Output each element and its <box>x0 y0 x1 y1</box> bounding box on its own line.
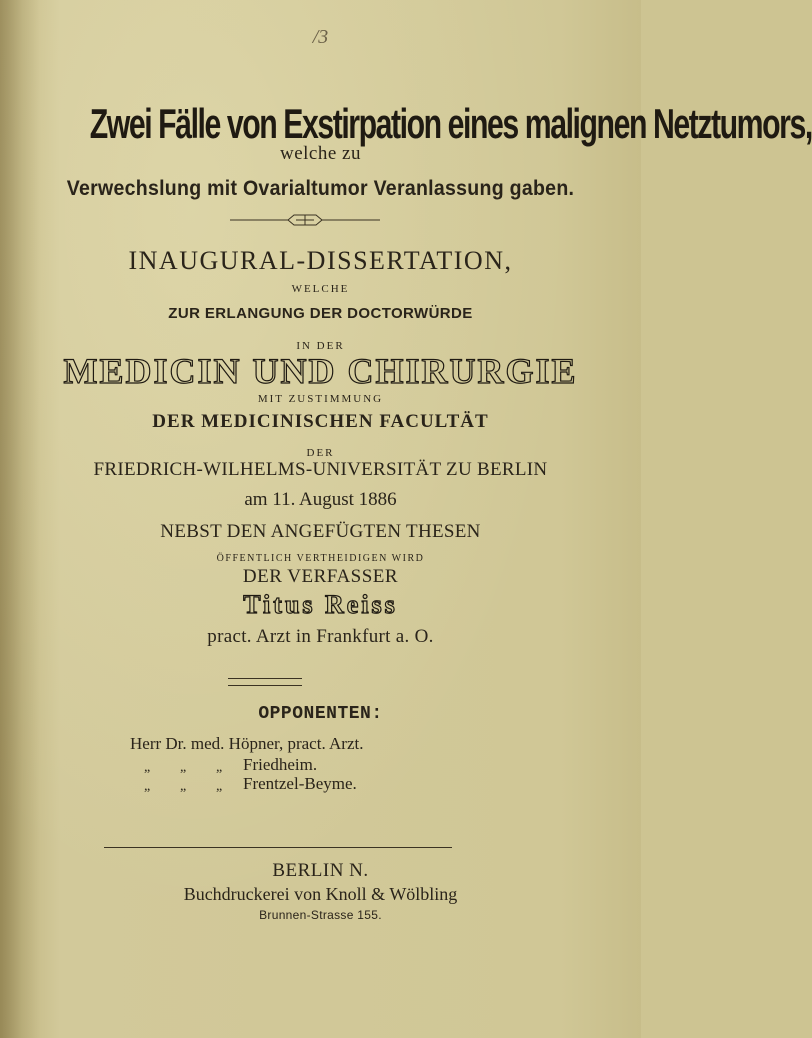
faculty-line: DER MEDICINISCHEN FACULTÄT <box>152 411 489 432</box>
welche-label: WELCHE <box>291 283 350 295</box>
field-heading: MEDICIN UND CHIRURGIE <box>63 351 578 391</box>
theses-line: NEBST DEN ANGEFÜGTEN THESEN <box>160 521 481 542</box>
opponent-1: Herr Dr. med. Höpner, pract. Arzt. <box>130 734 364 753</box>
author-label: DER VERFASSER <box>242 566 399 587</box>
imprint-address: Brunnen-Strasse 155. <box>259 908 382 922</box>
in-der-label: IN DER <box>296 340 345 352</box>
imprint-printer: Buchdruckerei von Knoll & Wölbling <box>183 884 458 904</box>
double-rule <box>228 678 302 686</box>
ditto-mark: „ <box>144 760 151 775</box>
opponents-heading: OPPONENTEN: <box>258 704 383 724</box>
defended-label: ÖFFENTLICH VERTHEIDIGEN WIRD <box>216 553 425 564</box>
imprint-city: BERLIN N. <box>272 860 369 881</box>
date-line: am 11. August 1886 <box>244 489 397 510</box>
opponent-2: Friedheim. <box>243 755 318 774</box>
ditto-mark: „ <box>180 779 187 794</box>
zustimmung-label: MIT ZUSTIMMUNG <box>257 393 384 405</box>
ornament-rule <box>230 212 380 228</box>
dissertation-heading: INAUGURAL-DISSERTATION, <box>128 246 513 275</box>
title-line-3: Verwechslung mit Ovarialtumor Veranlassung gaben. <box>66 177 575 200</box>
title-line-1: Zwei Fälle von Exstirpation eines malignen Netztumors, <box>89 100 812 147</box>
ditto-mark: „ <box>216 779 223 794</box>
der-label: DER <box>306 447 335 459</box>
imprint-rule <box>104 847 452 848</box>
folio-mark: /3 <box>312 26 329 48</box>
opponent-3: Frentzel-Beyme. <box>243 774 357 793</box>
university-line: FRIEDRICH-WILHELMS-UNIVERSITÄT ZU BERLIN <box>93 459 548 480</box>
author-title: pract. Arzt in Frankfurt a. O. <box>207 626 434 647</box>
title-line-2: welche zu <box>280 143 361 164</box>
author-name: Titus Reiss <box>243 590 398 619</box>
purpose-line: ZUR ERLANGUNG DER DOCTORWÜRDE <box>168 305 473 322</box>
ditto-mark: „ <box>144 779 151 794</box>
ditto-mark: „ <box>216 760 223 775</box>
ditto-mark: „ <box>180 760 187 775</box>
